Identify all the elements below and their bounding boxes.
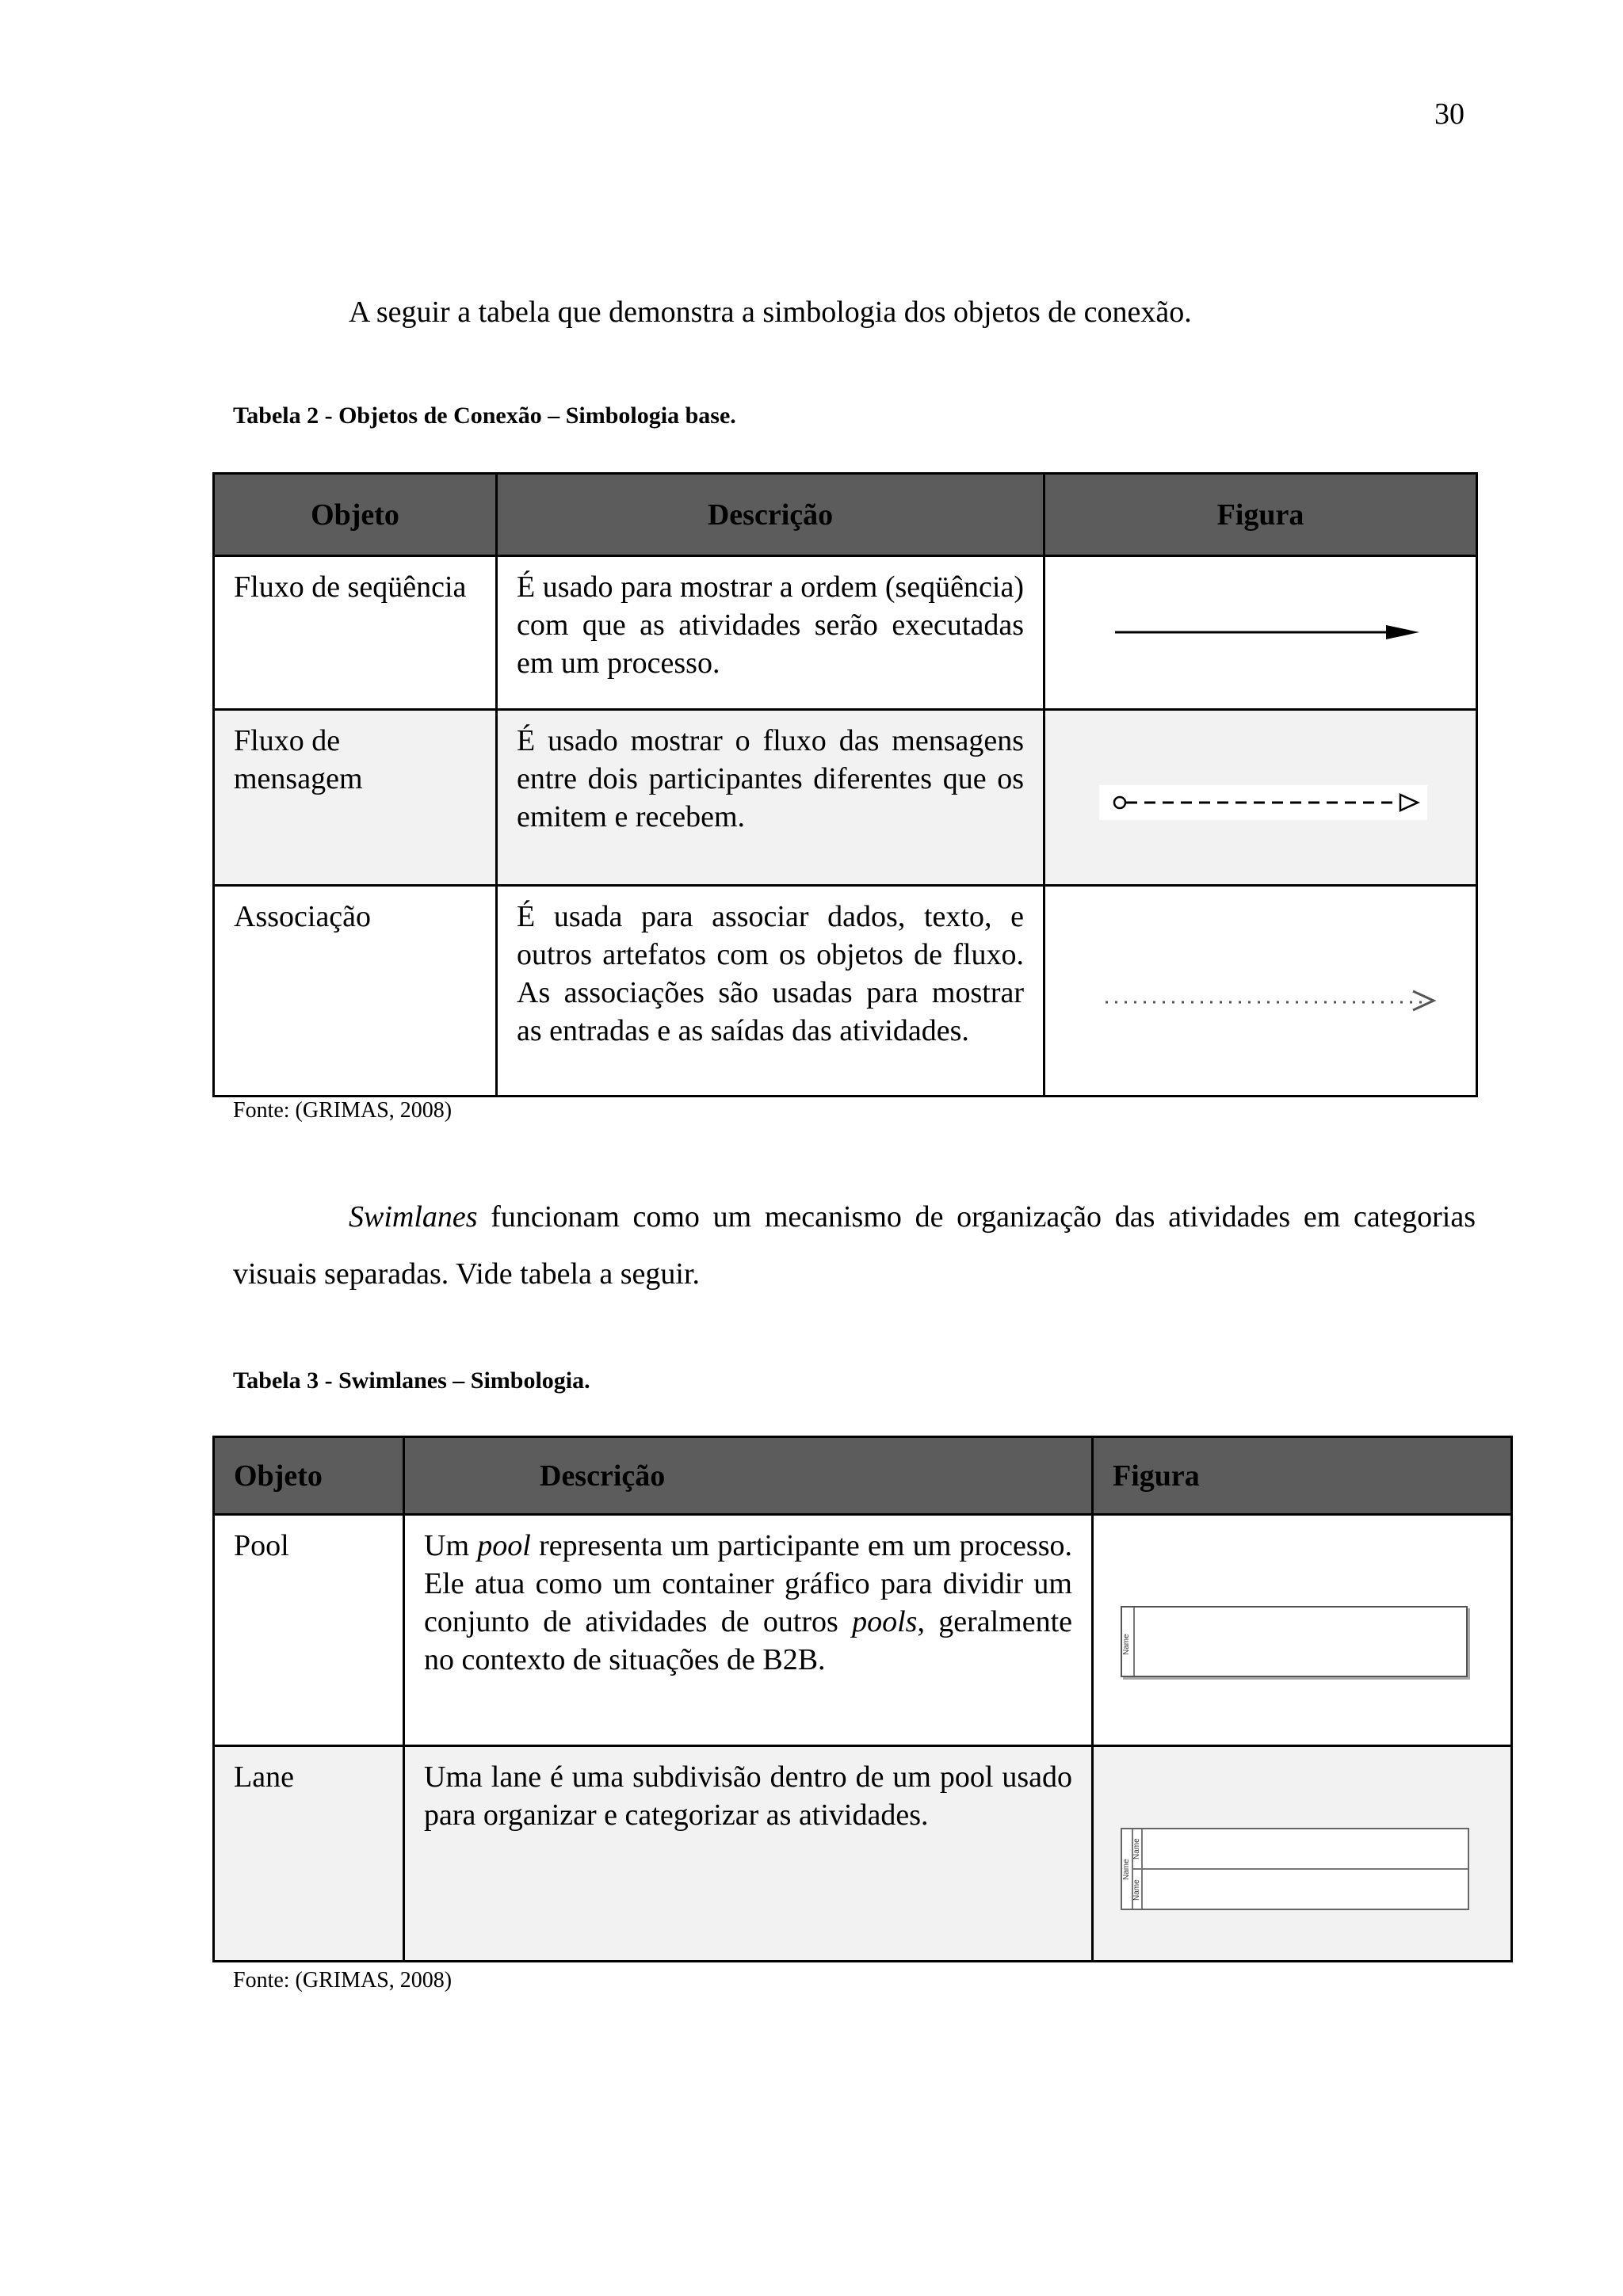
table2-header-row	[214, 474, 1477, 556]
table2-caption: Tabela 2 - Objetos de Conexão – Simbologia base.	[233, 402, 736, 429]
table2-figure-cell	[1044, 556, 1477, 710]
table3-description-cell: Uma lane é uma subdivisão dentro de um pool usado para organizar e categorizar as atividades.	[404, 1746, 1093, 1962]
table2-object-cell: Fluxo de mensagem	[214, 710, 497, 886]
table3-header-description: Descrição	[404, 1437, 1093, 1515]
table2-description-cell: É usada para associar dados, texto, e outros artefatos com os objetos de fluxo. As associações são usadas para mostrar as entradas e as saídas das atividades.	[497, 886, 1044, 1097]
lane-label: Name	[1132, 1838, 1141, 1859]
table3-caption: Tabela 3 - Swimlanes – Simbologia.	[233, 1367, 590, 1394]
lane-pool-label: Name	[1122, 1859, 1131, 1880]
table3-figure-cell	[1093, 1515, 1512, 1746]
table3-object-cell: Pool	[214, 1515, 404, 1746]
solid-arrow-icon	[1115, 620, 1419, 644]
table2-source: Fonte: (GRIMAS, 2008)	[233, 1098, 453, 1123]
table3	[212, 1436, 1513, 1962]
table3-header-figure: Figura	[1093, 1437, 1512, 1515]
pool-shape-icon	[1121, 1606, 1468, 1677]
table2-row	[214, 710, 1477, 886]
swimlanes-term: Swimlanes	[349, 1200, 478, 1234]
table3-row	[214, 1515, 1512, 1746]
table3-figure-cell	[1093, 1746, 1512, 1962]
table2-header-description: Descrição	[497, 474, 1044, 556]
swimlanes-paragraph	[233, 1188, 1476, 1302]
table2-header-figure: Figura	[1044, 474, 1477, 556]
lane-label: Name	[1132, 1879, 1141, 1901]
table2-object-cell: Associação	[214, 886, 497, 1097]
dotted-association-arrow-icon	[1106, 985, 1438, 1016]
table3-header-object: Objeto	[214, 1437, 404, 1515]
intro-paragraph: A seguir a tabela que demonstra a simbologia dos objetos de conexão.	[349, 296, 1192, 329]
swimlanes-text: funcionam como um mecanismo de organização das atividades em categorias visuais separadas. Vide tabela a seguir.	[233, 1200, 1476, 1291]
lane-shape-icon	[1121, 1828, 1469, 1910]
table3-description-cell: Um pool representa um participante em um processo. Ele atua como um container gráfico para dividir um conjunto de atividades de outros pools, geralmente no contexto de situações de B2B.	[404, 1515, 1093, 1746]
dashed-message-arrow-icon	[1099, 785, 1427, 820]
table2-row	[214, 886, 1477, 1097]
pool-label: Name	[1122, 1634, 1131, 1655]
table2-figure-cell	[1044, 710, 1477, 886]
table2	[212, 472, 1478, 1097]
table2-row	[214, 556, 1477, 710]
table3-object-cell: Lane	[214, 1746, 404, 1962]
table2-figure-cell	[1044, 886, 1477, 1097]
table3-source: Fonte: (GRIMAS, 2008)	[233, 1968, 453, 1993]
table2-header-object: Objeto	[214, 474, 497, 556]
table2-object-cell: Fluxo de seqüência	[214, 556, 497, 710]
page-number: 30	[1434, 97, 1465, 131]
table3-row	[214, 1746, 1512, 1962]
table2-description-cell: É usado para mostrar a ordem (seqüência) com que as atividades serão executadas em um processo.	[497, 556, 1044, 710]
table3-header-row	[214, 1437, 1512, 1515]
table2-description-cell: É usado mostrar o fluxo das mensagens entre dois participantes diferentes que os emitem e recebem.	[497, 710, 1044, 886]
